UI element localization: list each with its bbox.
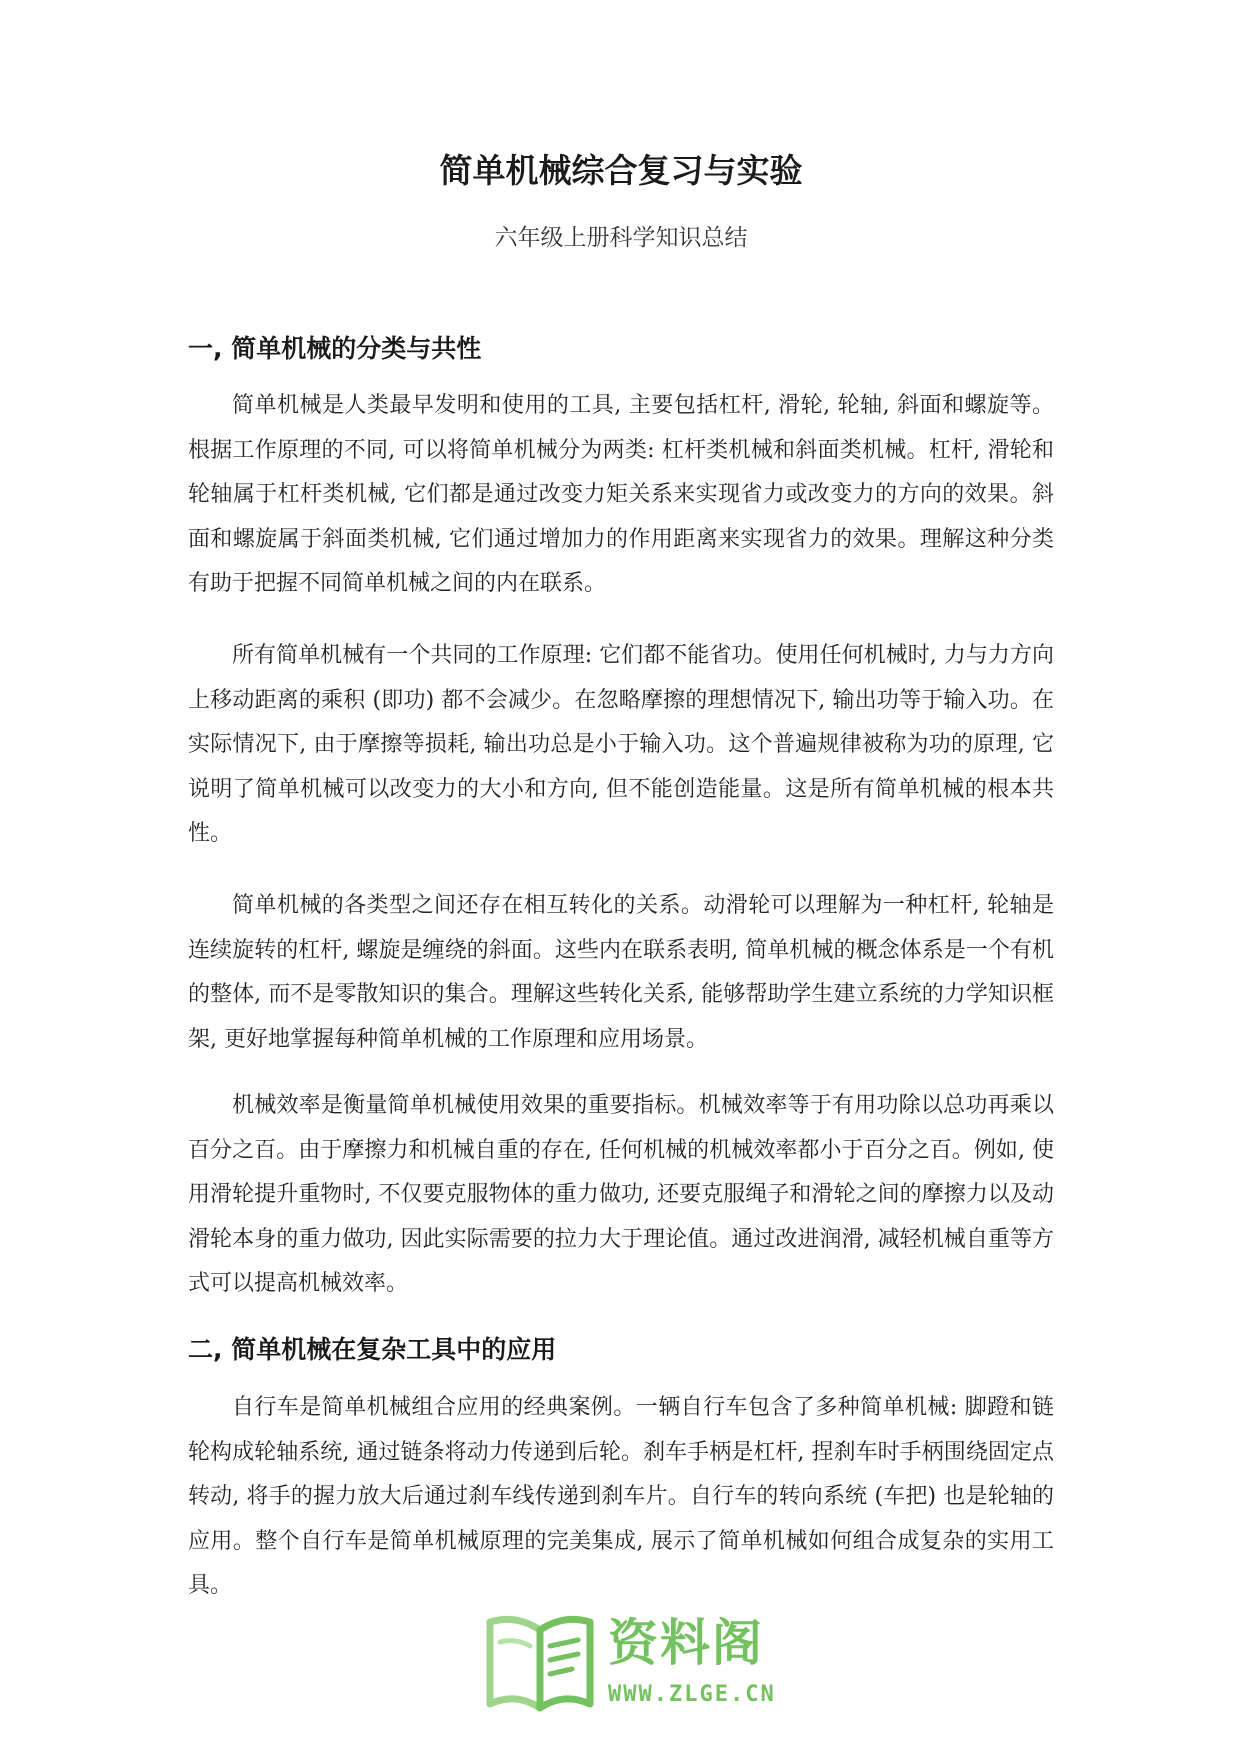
paragraph: 简单机械是人类最早发明和使用的工具, 主要包括杠杆, 滑轮, 轮轴, 斜面和螺旋等。根据工作原理的不同, 可以将简单机械分为两类: 杠杆类机械和斜面类机械。杠杆, 滑轮和轮轴属于杠杆类机械, 它们都是通过改变力矩关系来实现省力或改变力的方向的效果。斜面和螺旋属于斜面类机械, 它们通过增加力的作用距离来实现省力的效果。理解这种分类有助于把握不同简单机械之间的内在联系。 xyxy=(188,393,1054,596)
watermark-url-text: WWW.ZLGE.CN xyxy=(608,1682,776,1707)
open-book-icon xyxy=(480,1612,604,1716)
document-subtitle: 六年级上册科学知识总结 xyxy=(494,225,748,251)
paragraph: 所有简单机械有一个共同的工作原理: 它们都不能省功。使用任何机械时, 力与力方向上移动距离的乘积 (即功) 都不会减少。在忽略摩擦的理想情况下, 输出功等于输入功。在实际情况下, 由于摩擦等损耗, 输出功总是小于输入功。这个普遍规律被称为功的原理, 它说明了简单机械可以改变力的大小和方向, 但不能创造能量。这是所有简单机械的根本共性。 xyxy=(188,643,1054,846)
paragraph: 自行车是简单机械组合应用的经典案例。一辆自行车包含了多种简单机械: 脚蹬和链轮构成轮轴系统, 通过链条将动力传递到后轮。刹车手柄是杠杆, 捏刹车时手柄围绕固定点转动, 将手的握力放大后通过刹车线传递到刹车片。自行车的转向系统 (车把) 也是轮轴的应用。整个自行车是简单机械原理的完美集成, 展示了简单机械如何组合成复杂的实用工具。 xyxy=(188,1395,1054,1598)
paragraph: 机械效率是衡量简单机械使用效果的重要指标。机械效率等于有用功除以总功再乘以百分之百。由于摩擦力和机械自重的存在, 任何机械的机械效率都小于百分之百。例如, 使用滑轮提升重物时, 不仅要克服物体的重力做功, 还要克服绳子和滑轮之间的摩擦力以及动滑轮本身的重力做功, 因此实际需要的拉力大于理论值。通过改进润滑, 减轻机械自重等方式可以提高机械效率。 xyxy=(188,1093,1054,1296)
watermark-brand-text: 资料阁 xyxy=(608,1614,764,1672)
section-heading-applications: 二, 简单机械在复杂工具中的应用 xyxy=(188,1335,557,1364)
document-title: 简单机械综合复习与实验 xyxy=(439,151,803,190)
section-heading-classification: 一, 简单机械的分类与共性 xyxy=(188,334,482,363)
paragraph: 简单机械的各类型之间还存在相互转化的关系。动滑轮可以理解为一种杠杆, 轮轴是连续旋转的杠杆, 螺旋是缠绕的斜面。这些内在联系表明, 简单机械的概念体系是一个有机的整体, 而不是零散知识的集合。理解这些转化关系, 能够帮助学生建立系统的力学知识框架, 更好地掌握每种简单机械的工作原理和应用场景。 xyxy=(188,893,1054,1052)
watermark-logo xyxy=(480,1612,780,1716)
